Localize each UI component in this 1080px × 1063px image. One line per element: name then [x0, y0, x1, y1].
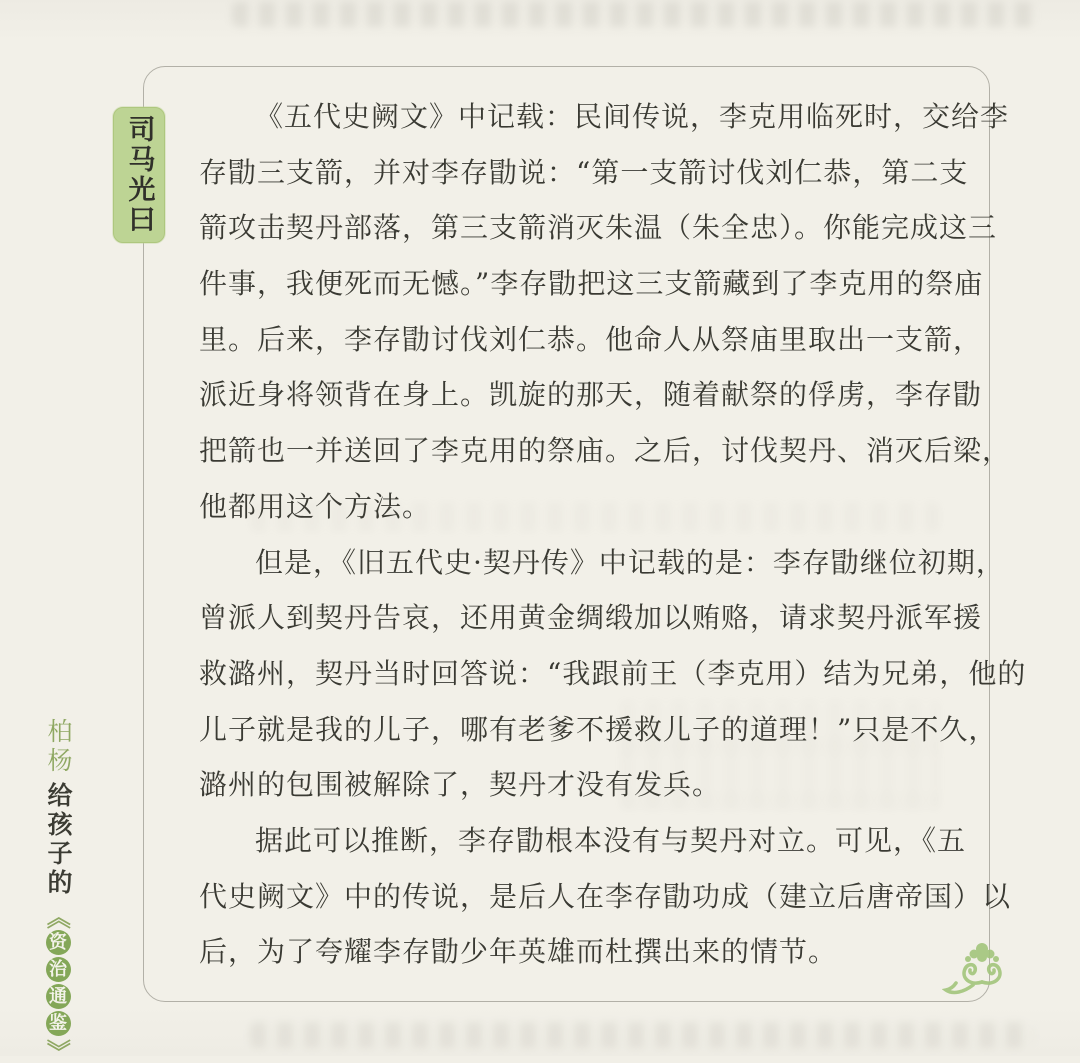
- text-line: 曾派人到契丹告哀，还用黄金绸缎加以贿赂，请求契丹派军援: [199, 601, 983, 635]
- text-line: 箭攻击契丹部落，第三支箭消灭朱温（朱全忠）。你能完成这三: [199, 211, 998, 245]
- body-text: [199, 89, 1027, 980]
- text-line: 《五代史阙文》中记载：民间传说，李克用临死时，交给李: [255, 100, 1010, 133]
- text-line: 救潞州，契丹当时回答说：“我跟前王（李克用）结为兄弟，他的: [199, 656, 1027, 690]
- book-spine-info: [28, 718, 88, 1062]
- close-bracket: 》: [44, 1039, 73, 1063]
- text-line: 据此可以推断，李存勖根本没有与契丹对立。可见，《五: [255, 823, 967, 857]
- title-char-circle: 治: [46, 957, 71, 982]
- annotation-tab: [113, 107, 165, 243]
- annotation-tab-label: 司马光曰: [123, 115, 155, 235]
- author-name: 柏杨: [44, 718, 73, 776]
- series-title: 给孩子的: [44, 782, 73, 898]
- open-bracket: 《: [44, 905, 73, 929]
- text-line: 派近身将领背在身上。凯旋的那天，随着献祭的俘虏，李存勖: [199, 378, 983, 412]
- text-line: 存勖三支箭，并对李存勖说：“第一支箭讨伐刘仁恭，第二支: [199, 155, 969, 189]
- text-line: 代史阙文》中的传说，是后人在李存勖功成（建立后唐帝国）以: [199, 879, 1012, 913]
- text-line: 里。后来，李存勖讨伐刘仁恭。他命人从祭庙里取出一支箭，: [199, 322, 983, 356]
- page-bleed-through-top: [232, 2, 1038, 27]
- title-char-circle: 通: [46, 984, 71, 1009]
- text-line: 潞州的包围被解除了，契丹才没有发兵。: [199, 768, 722, 802]
- text-line: 他都用这个方法。: [199, 489, 432, 523]
- text-line: 把箭也一并送回了李克用的祭庙。之后，讨伐契丹、消灭后梁，: [199, 434, 1012, 468]
- text-line: 儿子就是我的儿子，哪有老爹不援救儿子的道理！”只是不久，: [199, 712, 998, 746]
- text-line: 后，为了夸耀李存勖少年英雄而杜撰出来的情节。: [199, 935, 838, 969]
- text-line: 件事，我便死而无憾。”李存勖把这三支箭藏到了李克用的祭庙: [199, 267, 984, 301]
- title-char-circle: 鉴: [46, 1011, 71, 1036]
- page-bleed-through-bottom: [250, 1022, 1034, 1048]
- title-char-circle: 资: [46, 930, 71, 955]
- text-line: 但是，《旧五代史·契丹传》中记载的是：李存勖继位初期，: [255, 545, 1005, 579]
- auspicious-cloud-icon: [942, 938, 1020, 1006]
